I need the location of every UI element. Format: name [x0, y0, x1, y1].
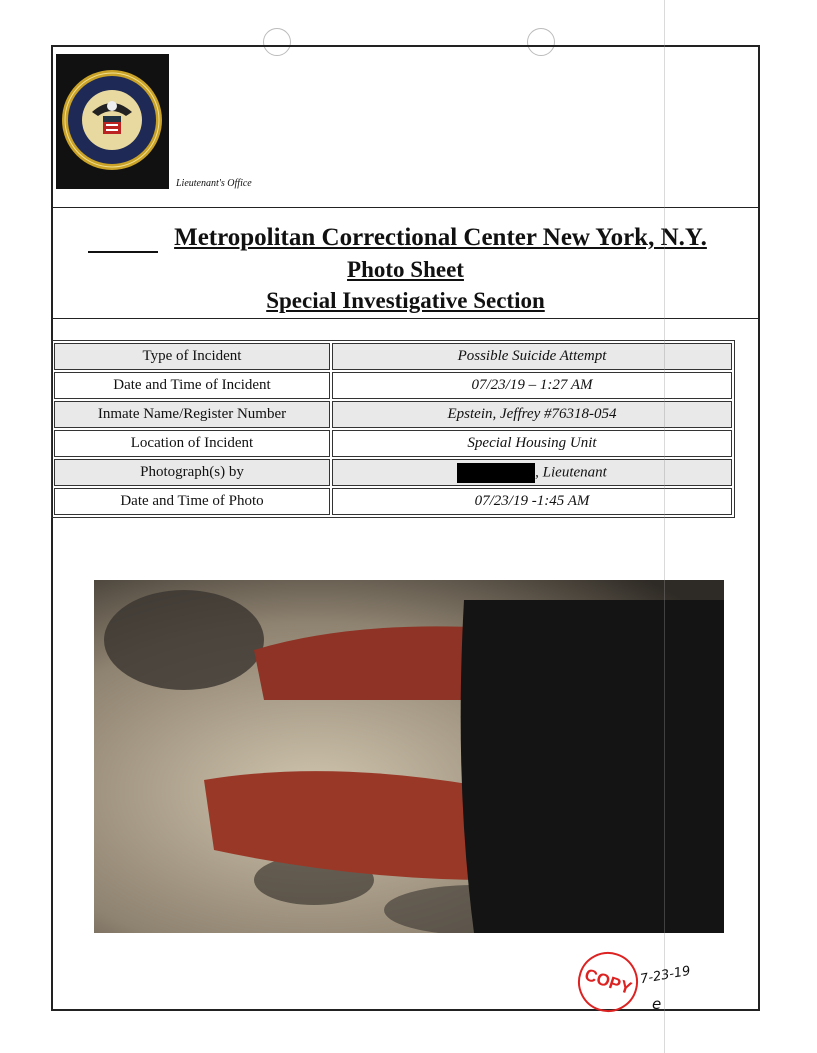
doj-seal-icon — [56, 54, 169, 189]
row-value: 07/23/19 – 1:27 AM — [332, 372, 732, 399]
row-value: 07/23/19 -1:45 AM — [332, 488, 732, 515]
row-value — [332, 459, 732, 486]
handwritten-date: 7-23-19 — [639, 963, 692, 988]
table-row — [54, 343, 732, 370]
title-divider-bottom — [51, 318, 760, 319]
row-label: Photograph(s) by — [54, 459, 330, 486]
page-subtitle: Photo Sheet — [347, 257, 464, 282]
title-divider-top — [51, 207, 760, 208]
row-value: Possible Suicide Attempt — [332, 343, 732, 370]
incident-photo — [94, 580, 724, 933]
row-label: Inmate Name/Register Number — [54, 401, 330, 428]
table-row — [54, 401, 732, 428]
office-label: Lieutenant's Office — [176, 178, 252, 189]
table-row — [54, 372, 732, 399]
table-row — [54, 488, 732, 515]
scan-artifact-line — [664, 0, 665, 1053]
table-row — [54, 459, 732, 486]
row-value: Special Housing Unit — [332, 430, 732, 457]
copy-stamp-icon: COPY — [570, 944, 646, 1020]
incident-info-table — [51, 340, 735, 518]
handwritten-initials: e — [652, 995, 662, 1013]
row-label: Type of Incident — [54, 343, 330, 370]
photographer-title: , Lieutenant — [535, 463, 607, 480]
section-title: Special Investigative Section — [266, 288, 545, 313]
row-label: Date and Time of Incident — [54, 372, 330, 399]
redaction-bar — [457, 463, 535, 483]
row-label: Location of Incident — [54, 430, 330, 457]
row-value: Epstein, Jeffrey #76318-054 — [332, 401, 732, 428]
row-label: Date and Time of Photo — [54, 488, 330, 515]
table-row — [54, 430, 732, 457]
page-title: Metropolitan Correctional Center New York, N.Y. — [174, 224, 707, 251]
